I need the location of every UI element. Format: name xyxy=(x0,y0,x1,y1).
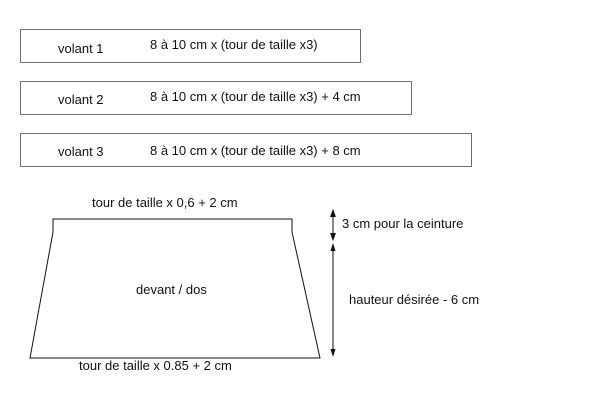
waistband-dimension-arrow xyxy=(331,210,336,240)
height-label: hauteur désirée - 6 cm xyxy=(349,292,480,307)
volant-2-label: volant 2 xyxy=(58,92,104,107)
panel-center-label: devant / dos xyxy=(136,282,207,297)
height-dimension-arrow xyxy=(331,243,336,357)
waistband-label: 3 cm pour la ceinture xyxy=(342,216,464,231)
volant-1-label: volant 1 xyxy=(58,41,104,56)
volant-1-formula: 8 à 10 cm x (tour de taille x3) xyxy=(150,37,318,52)
volant-2-formula: 8 à 10 cm x (tour de taille x3) + 4 cm xyxy=(150,89,361,104)
bottom-width-label: tour de taille x 0.85 + 2 cm xyxy=(79,358,232,373)
top-width-label: tour de taille x 0,6 + 2 cm xyxy=(92,195,238,210)
volant-3-label: volant 3 xyxy=(58,144,104,159)
volant-3-formula: 8 à 10 cm x (tour de taille x3) + 8 cm xyxy=(150,143,361,158)
